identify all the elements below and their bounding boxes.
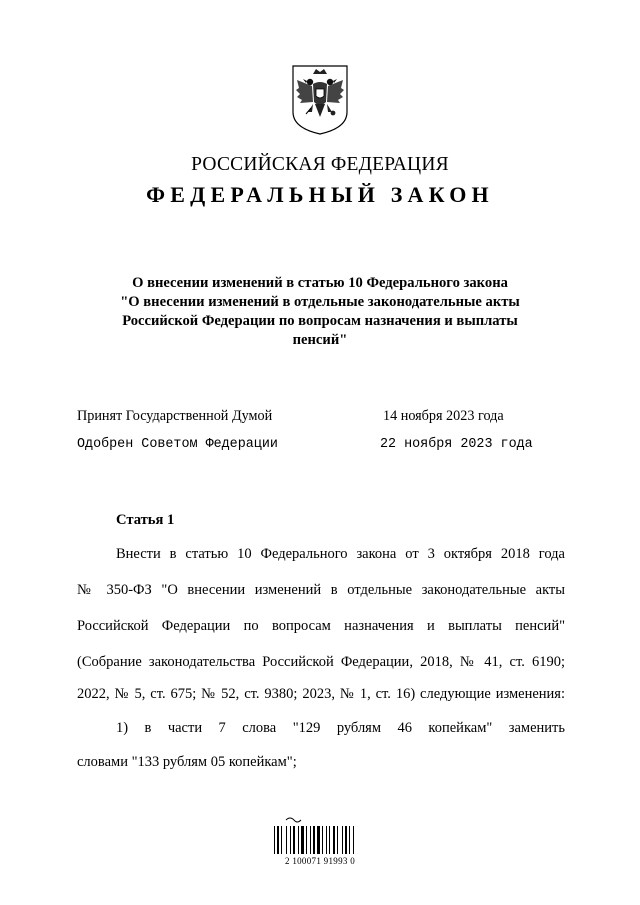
barcode-bar bbox=[313, 826, 315, 854]
barcode-bar bbox=[277, 826, 279, 854]
article-line: Внести в статью 10 Федерального закона от 3 октября 2018 года bbox=[116, 546, 565, 562]
law-heading-line: Российской Федерации по вопросам назначения и выплаты bbox=[122, 313, 518, 329]
barcode-bar bbox=[306, 826, 307, 854]
coat-of-arms-icon bbox=[289, 62, 351, 136]
article-line: (Собрание законодательства Российской Федерации, 2018, № 41, ст. 6190; bbox=[77, 654, 565, 670]
country-name: РОССИЙСКАЯ ФЕДЕРАЦИЯ bbox=[191, 154, 449, 175]
barcode-bar bbox=[349, 826, 350, 854]
law-heading bbox=[100, 274, 540, 350]
article-title: Статья 1 bbox=[116, 512, 175, 528]
law-heading-line: "О внесении изменений в отдельные законодательные акты bbox=[120, 294, 520, 310]
barcode-bar bbox=[290, 826, 291, 854]
barcode-bar bbox=[298, 826, 299, 854]
barcode-bar bbox=[293, 826, 295, 854]
barcode-bar bbox=[326, 826, 327, 854]
barcode-bar bbox=[317, 826, 320, 854]
law-heading-line: пенсий" bbox=[292, 332, 348, 348]
article-line: словами "133 рублям 05 копейкам"; bbox=[77, 754, 297, 770]
barcode-bar bbox=[301, 826, 304, 854]
article-line: Российской Федерации по вопросам назначения и выплаты пенсий" bbox=[77, 618, 565, 634]
barcode-number: 2 100071 91993 0 bbox=[284, 856, 356, 866]
article-line: 1) в части 7 слова "129 рублям 46 копейкам" заменить bbox=[116, 720, 565, 736]
duma-adoption-date: 14 ноября 2023 года bbox=[383, 408, 504, 424]
barcode-bar bbox=[286, 826, 287, 854]
barcode-bar bbox=[342, 826, 343, 854]
law-heading-line: О внесении изменений в статью 10 Федерального закона bbox=[132, 275, 508, 291]
barcode-bar bbox=[329, 826, 330, 854]
barcode-bar bbox=[274, 826, 275, 854]
duma-adoption-label: Принят Государственной Думой bbox=[77, 408, 273, 424]
barcode-bar bbox=[322, 826, 323, 854]
barcode-bar bbox=[281, 826, 282, 854]
article-line: 2022, № 5, ст. 675; № 52, ст. 9380; 2023, № 1, ст. 16) следующие изменения: bbox=[77, 686, 565, 702]
barcode-bar bbox=[310, 826, 311, 854]
article-line: № 350-ФЗ "О внесении изменений в отдельные законодательные акты bbox=[77, 582, 565, 598]
barcode-bar bbox=[337, 826, 338, 854]
council-approval-date: 22 ноября 2023 года bbox=[380, 437, 533, 452]
barcode-bar bbox=[333, 826, 335, 854]
barcode-bar bbox=[345, 826, 347, 854]
barcode-bar bbox=[353, 826, 354, 854]
document-type: ФЕДЕРАЛЬНЫЙ ЗАКОН bbox=[146, 182, 494, 207]
council-approval-label: Одобрен Советом Федерации bbox=[77, 437, 278, 452]
barcode bbox=[268, 816, 372, 880]
